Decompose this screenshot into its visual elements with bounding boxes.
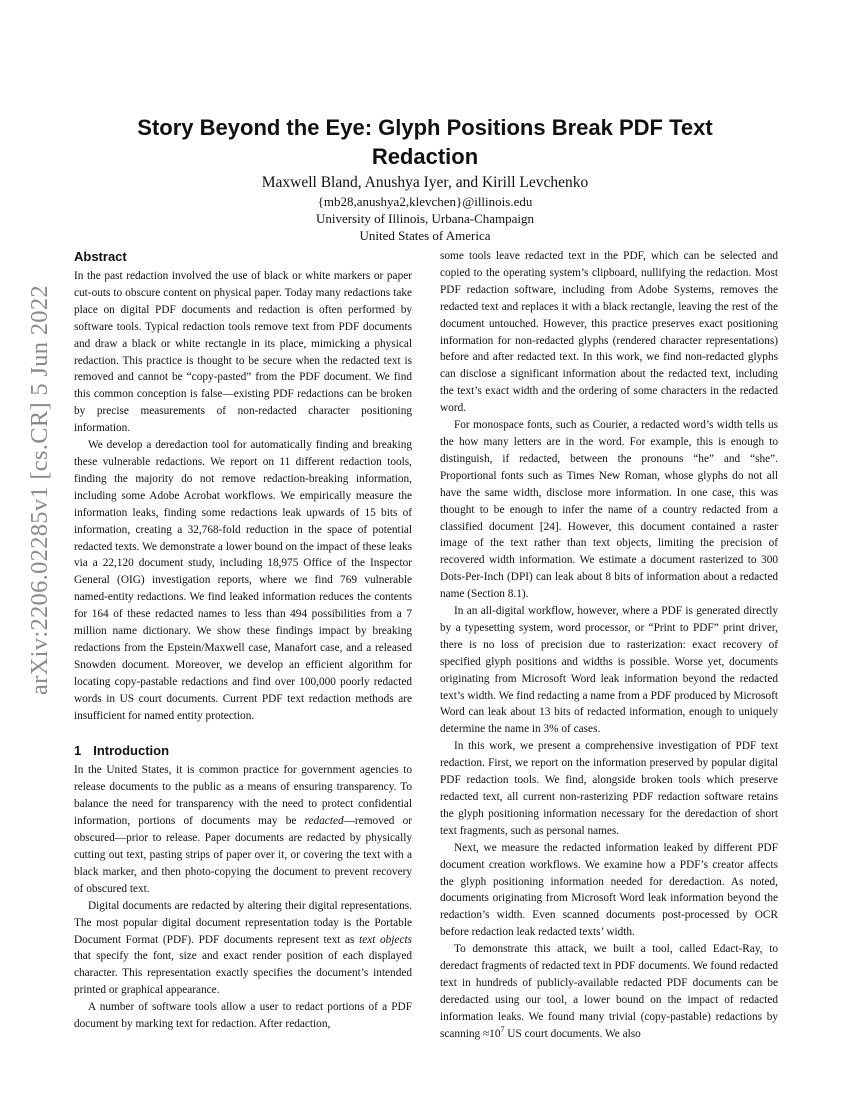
text-run: In the United States, it is common practice for government agencies to release documents to the public as a means of ensuring transparency. To balance the need for transparency with the need to protect confidential information, portions of documents may be bbox=[74, 764, 412, 828]
section-heading-introduction bbox=[74, 742, 412, 759]
text-run: that specify the font, size and exact render position of each displayed character. This representation exactly specifies the document’s intended printed or graphical appearance. bbox=[74, 950, 412, 997]
text-run: —removed or obscured—prior to release. Paper documents are redacted by physically cutting out text, pasting strips of paper over it, or covering the text with a black marker, and then photo-copying the document to prevent recovery of obscured text. bbox=[74, 815, 412, 895]
text-run: Digital documents are redacted by altering their digital representations. The most popular digital document representation today is the Portable Document Format (PDF). PDF documents represent text as bbox=[74, 899, 412, 946]
abstract-paragraph-1: In the past redaction involved the use of black or white markers or paper cut-outs to obscure content on physical paper. Today many redactions take place on digital PDF documents and redaction is often performed by software tools. Typical redaction tools remove text from PDF documents and draw a black or white rectangle in its place, mimicking a physical redaction. This practice is thought to be secure when the redacted text is removed and cannot be “copy-pasted” from the PDF document. We find this common conception is false—existing PDF redactions can be broken by precise measurements of non-redacted character positioning information. bbox=[74, 270, 412, 435]
arxiv-id: arXiv:2206.02285v1 [cs.CR] 5 Jun 2022 bbox=[26, 285, 54, 695]
right-paragraph-2: For monospace fonts, such as Courier, a redacted word’s width tells us the how many letters are in the word. For example, this is enough to distinguish, if redacted, between the pronouns “he” and “she”. Proportional fonts such as Times New Roman, whose glyphs do not all have the same width, disclose more information. In one case, this was thought to be enough to infer the name of a country redacted from a classified document [24]. However, this document contained a raster image of the text rather than text objects, limiting the precision of recovered width information. We estimate a document rasterized to 300 Dots-Per-Inch (DPI) can leak about 8 bits of information about a redacted name (Section 8.1). bbox=[440, 419, 778, 601]
abstract-heading: Abstract bbox=[74, 249, 127, 264]
intro-paragraph-2 bbox=[74, 898, 412, 999]
text-run: To demonstrate this attack, we built a tool, called Edact-Ray, to deredact fragments of redacted text in PDF documents. We found redacted text in hundreds of publicly-available redacted PDF documents can be deredacted using our tool, a lower bound on the impact of redacted information leaks. We found many trivial (copy-pastable) redactions by scanning ≈10 bbox=[440, 943, 778, 1040]
university: University of Illinois, Urbana-Champaign bbox=[315, 211, 535, 226]
right-paragraph-6 bbox=[440, 941, 778, 1042]
right-paragraph-5: Next, we measure the redacted information leaked by different PDF document creation workflows. We examine how a PDF’s creator affects the glyph positioning information needed for deredaction. As noted, documents originating from Microsoft Word leak information beyond the redaction’s width. Even scanned documents post-processed by OCR before redaction leak redacted texts’ width. bbox=[440, 841, 778, 939]
left-column bbox=[74, 248, 412, 1033]
section-number: 1 bbox=[74, 743, 82, 759]
author-emails: {mb28,anushya2,klevchen}@illinois.edu bbox=[317, 194, 533, 209]
emphasis-text-objects: text objects bbox=[359, 933, 412, 946]
right-paragraph-4: In this work, we present a comprehensive investigation of PDF text redaction. First, we report on the information preserved by popular digital PDF redaction tools. We find, alongside broken tools which preserve redacted text, all current non-rasterizing PDF redaction software retains the glyph positioning information necessary for the deredaction of short text fragments, such as personal names. bbox=[440, 740, 778, 837]
abstract-paragraph-2: We develop a deredaction tool for automatically finding and breaking these vulnerable redactions. We report on 11 different redaction tools, finding the majority do not remove redaction-breaking information, including some Adobe Acrobat workflows. We empirically measure the information leaks, finding some redactions leak upwards of 15 bits of information, creating a 32,768-fold reduction in the space of potential redacted texts. We demonstrate a lower bound on the impact of these leaks via a 22,120 document study, including 18,975 Office of the Inspector General (OIG) investigation reports, where we find 769 vulnerable named-entity redactions. We find leaked information reduces the contents for 164 of these redacted names to less than 494 possibilities from a 7 million name dictionary. We show these findings impact by breaking redactions from the Epstein/Maxwell case, Manafort case, and a released Snowden document. Moreover, we develop an efficient algorithm for locating copy-pastable redactions and find over 100,000 poorly redacted words in US court documents. Current PDF text redaction methods are insufficient for named entity protection. bbox=[74, 439, 412, 722]
affiliation-block bbox=[100, 193, 750, 244]
author-list: Maxwell Bland, Anushya Iyer, and Kirill Levchenko bbox=[261, 174, 589, 191]
country: United States of America bbox=[359, 228, 491, 243]
superscript: 7 bbox=[500, 1024, 505, 1034]
arxiv-stamp bbox=[18, 285, 62, 695]
paper-title: Story Beyond the Eye: Glyph Positions Break PDF Text Redaction bbox=[137, 115, 713, 169]
text-run: US court documents. We also bbox=[504, 1027, 641, 1040]
intro-paragraph-1 bbox=[74, 762, 412, 897]
section-title: Introduction bbox=[93, 743, 170, 759]
emphasis-redacted: redacted bbox=[304, 815, 344, 828]
intro-paragraph-3: A number of software tools allow a user to redact portions of a PDF document by marking text for redaction. After redaction, bbox=[74, 1001, 412, 1031]
right-column bbox=[440, 248, 778, 1043]
right-paragraph-1: some tools leave redacted text in the PDF, which can be selected and copied to the operating system’s clipboard, nullifying the redaction. Most PDF redaction software, including from Adobe Systems, removes the redacted text and replaces it with a black rectangle, leaving the rest of the document untouched. However, this practice preserves exact positioning information for non-redacted glyphs (rendered character representations) before and after redacted text. In this work, we find non-redacted glyphs can disclose a significant information about the redacted text, including the text’s exact width and the ordering of some characters in the redacted word. bbox=[440, 250, 778, 415]
right-paragraph-3: In an all-digital workflow, however, where a PDF is generated directly by a typesetting system, word processor, or “Print to PDF” print driver, there is no loss of precision due to rasterization: exact recovery of specified glyph positions and widths is possible. Worse yet, documents originating from Microsoft Word leak information beyond the redacted text’s width. We find redacting a name from a PDF produced by Microsoft Word can leak about 13 bits of redacted information, enough to uniquely determine the name in 3% of cases. bbox=[440, 605, 778, 736]
